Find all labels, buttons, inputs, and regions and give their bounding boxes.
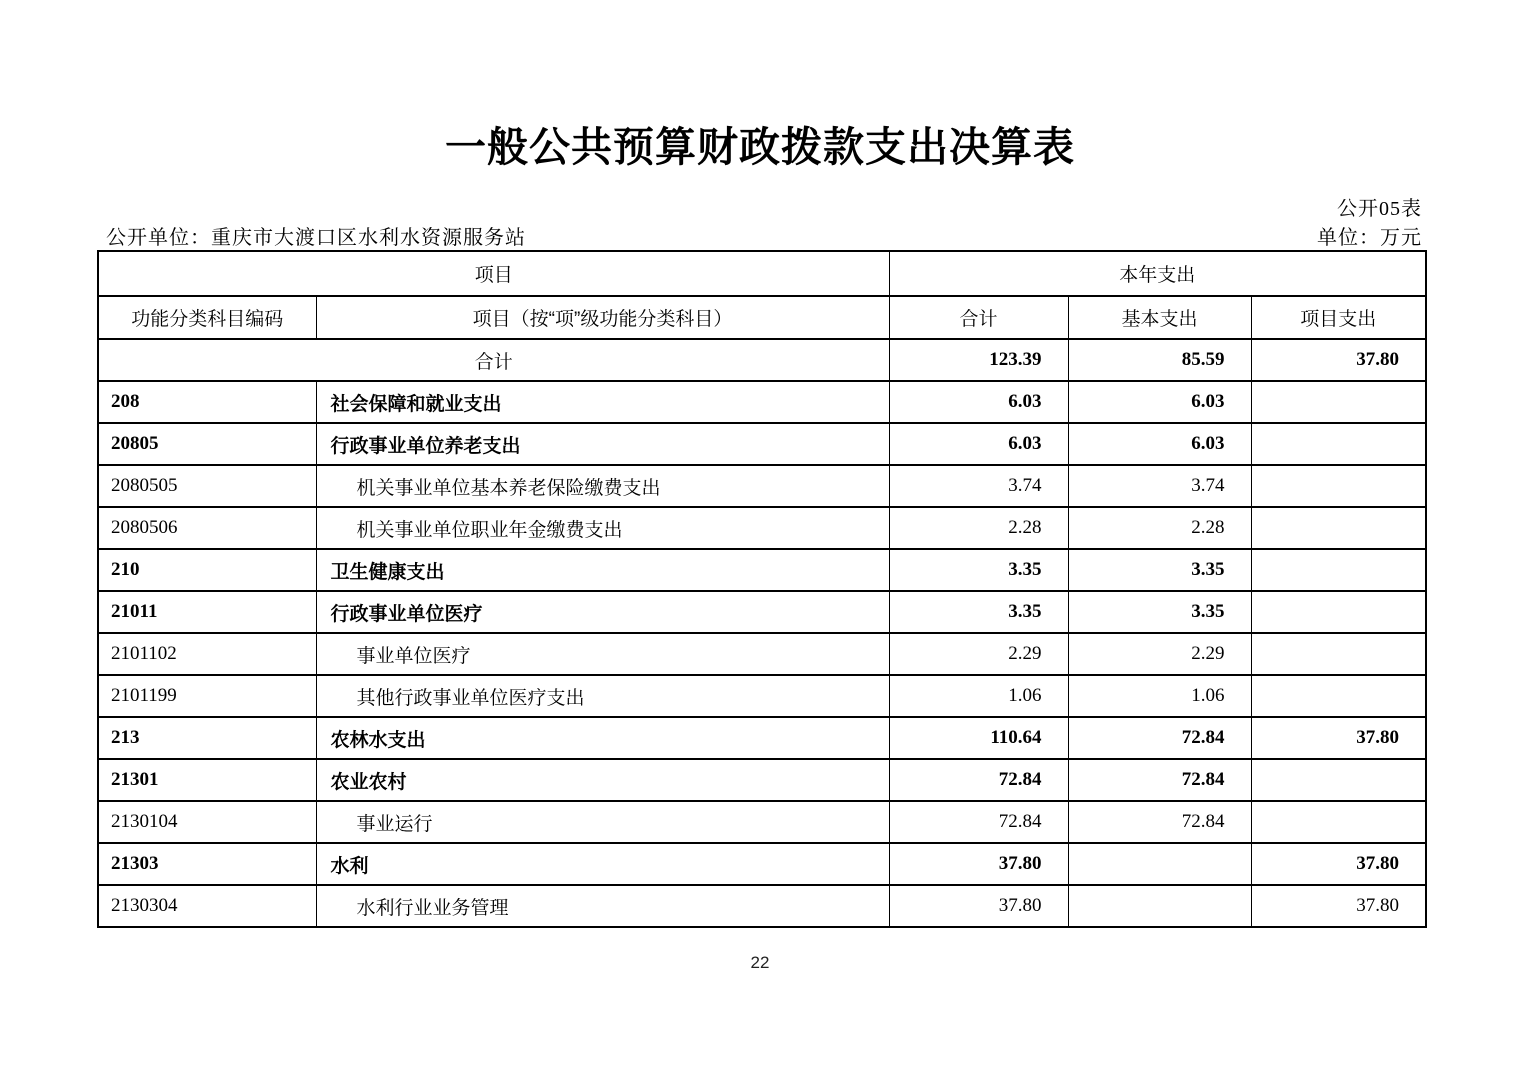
header-group-row <box>98 251 1426 296</box>
code-cell: 21303 <box>98 843 316 885</box>
project-cell: 37.80 <box>1251 885 1426 927</box>
item-name-cell: 农业农村 <box>316 759 889 801</box>
table-row <box>98 549 1426 591</box>
code-cell: 210 <box>98 549 316 591</box>
table-row <box>98 885 1426 927</box>
header-col-code: 功能分类科目编码 <box>98 296 316 339</box>
table-row <box>98 759 1426 801</box>
code-cell: 21301 <box>98 759 316 801</box>
grand-total-row <box>98 339 1426 381</box>
code-cell: 2130304 <box>98 885 316 927</box>
table-row <box>98 801 1426 843</box>
page-number: 22 <box>750 953 770 972</box>
basic-cell: 2.29 <box>1068 633 1251 675</box>
total-cell: 2.29 <box>889 633 1068 675</box>
basic-cell: 3.74 <box>1068 465 1251 507</box>
header-group-year-expense: 本年支出 <box>889 251 1426 296</box>
basic-cell: 72.84 <box>1068 717 1251 759</box>
project-cell <box>1251 549 1426 591</box>
total-cell: 37.80 <box>889 885 1068 927</box>
item-name-cell: 行政事业单位养老支出 <box>316 423 889 465</box>
budget-table <box>97 250 1427 928</box>
basic-cell: 3.35 <box>1068 591 1251 633</box>
basic-cell: 3.35 <box>1068 549 1251 591</box>
project-cell <box>1251 507 1426 549</box>
code-cell: 2101199 <box>98 675 316 717</box>
total-cell: 72.84 <box>889 801 1068 843</box>
header-col-total: 合计 <box>889 296 1068 339</box>
item-name-cell: 水利行业业务管理 <box>316 885 889 927</box>
code-cell: 21011 <box>98 591 316 633</box>
currency-unit-label: 单位：万元 <box>1317 227 1422 249</box>
basic-cell: 1.06 <box>1068 675 1251 717</box>
total-cell: 2.28 <box>889 507 1068 549</box>
project-cell <box>1251 423 1426 465</box>
item-name-cell: 农林水支出 <box>316 717 889 759</box>
code-cell: 208 <box>98 381 316 423</box>
item-name-cell: 水利 <box>316 843 889 885</box>
item-name-cell: 行政事业单位医疗 <box>316 591 889 633</box>
project-cell: 37.80 <box>1251 717 1426 759</box>
grand-total-basic: 85.59 <box>1068 339 1251 381</box>
publisher-label: 公开单位：重庆市大渡口区水利水资源服务站 <box>106 227 526 249</box>
code-cell: 2080505 <box>98 465 316 507</box>
table-row <box>98 633 1426 675</box>
header-group-item: 项目 <box>98 251 889 296</box>
table-row <box>98 381 1426 423</box>
page-title: 一般公共预算财政拨款支出决算表 <box>445 124 1075 170</box>
header-column-row <box>98 296 1426 339</box>
header-col-basic: 基本支出 <box>1068 296 1251 339</box>
total-cell: 6.03 <box>889 423 1068 465</box>
basic-cell: 6.03 <box>1068 381 1251 423</box>
code-cell: 2080506 <box>98 507 316 549</box>
item-name-cell: 机关事业单位职业年金缴费支出 <box>316 507 889 549</box>
total-cell: 1.06 <box>889 675 1068 717</box>
project-cell <box>1251 633 1426 675</box>
table-row <box>98 675 1426 717</box>
total-cell: 6.03 <box>889 381 1068 423</box>
basic-cell <box>1068 885 1251 927</box>
basic-cell: 6.03 <box>1068 423 1251 465</box>
code-cell: 2130104 <box>98 801 316 843</box>
total-cell: 37.80 <box>889 843 1068 885</box>
table-number-label: 公开05表 <box>1337 198 1422 220</box>
basic-cell <box>1068 843 1251 885</box>
grand-total-label: 合计 <box>98 339 889 381</box>
grand-total-project: 37.80 <box>1251 339 1426 381</box>
item-name-cell: 事业运行 <box>316 801 889 843</box>
project-cell <box>1251 759 1426 801</box>
item-name-cell: 卫生健康支出 <box>316 549 889 591</box>
total-cell: 110.64 <box>889 717 1068 759</box>
total-cell: 3.35 <box>889 549 1068 591</box>
project-cell <box>1251 675 1426 717</box>
project-cell <box>1251 381 1426 423</box>
code-cell: 213 <box>98 717 316 759</box>
project-cell <box>1251 801 1426 843</box>
total-cell: 3.35 <box>889 591 1068 633</box>
item-name-cell: 其他行政事业单位医疗支出 <box>316 675 889 717</box>
table-row <box>98 591 1426 633</box>
item-name-cell: 机关事业单位基本养老保险缴费支出 <box>316 465 889 507</box>
basic-cell: 2.28 <box>1068 507 1251 549</box>
table-row <box>98 843 1426 885</box>
project-cell <box>1251 591 1426 633</box>
header-col-project: 项目支出 <box>1251 296 1426 339</box>
item-name-cell: 事业单位医疗 <box>316 633 889 675</box>
project-cell <box>1251 465 1426 507</box>
table-row <box>98 717 1426 759</box>
header-col-item: 项目（按“项”级功能分类科目） <box>316 296 889 339</box>
basic-cell: 72.84 <box>1068 759 1251 801</box>
table-row <box>98 507 1426 549</box>
basic-cell: 72.84 <box>1068 801 1251 843</box>
code-cell: 20805 <box>98 423 316 465</box>
code-cell: 2101102 <box>98 633 316 675</box>
item-name-cell: 社会保障和就业支出 <box>316 381 889 423</box>
total-cell: 72.84 <box>889 759 1068 801</box>
total-cell: 3.74 <box>889 465 1068 507</box>
table-row <box>98 465 1426 507</box>
table-body <box>98 339 1426 927</box>
grand-total-total: 123.39 <box>889 339 1068 381</box>
table-row <box>98 423 1426 465</box>
project-cell: 37.80 <box>1251 843 1426 885</box>
